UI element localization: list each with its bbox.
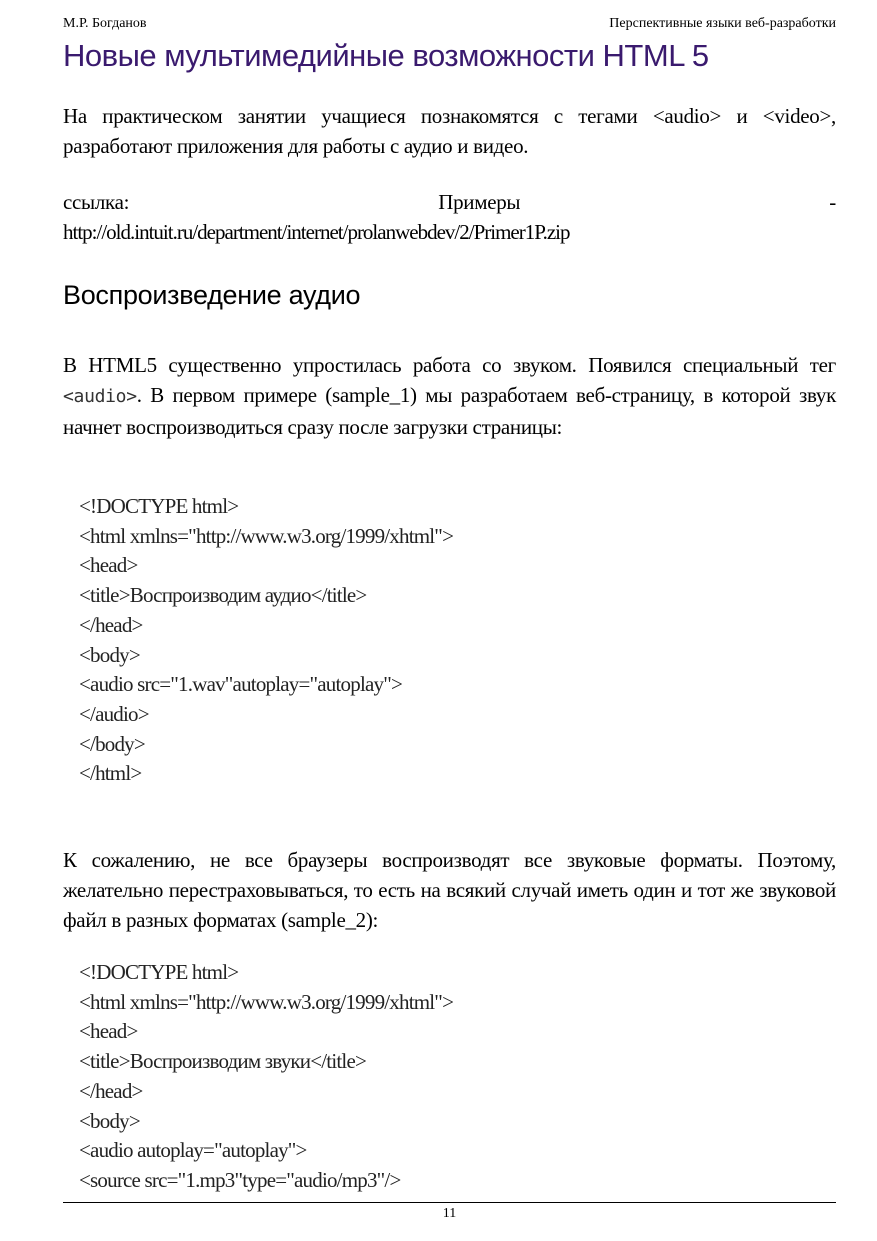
- code-line: </head>: [79, 612, 143, 637]
- code-line: <!DOCTYPE html>: [79, 960, 239, 984]
- code-listing-sample-2: [79, 958, 453, 1196]
- section-title: Воспроизведение аудио: [63, 280, 361, 310]
- code-line: <body>: [79, 1108, 140, 1133]
- footer-rule: [63, 1202, 836, 1203]
- chapter-title: Новые мультимедийные возможности HTML 5: [63, 38, 709, 73]
- code-line: <!DOCTYPE html>: [79, 494, 239, 518]
- link-label: ссылка:: [63, 190, 130, 214]
- code-line: <audio src="1.wav"autoplay="autoplay">: [79, 672, 403, 697]
- code-line: <html xmlns="http://www.w3.org/1999/xhtml">: [79, 989, 454, 1014]
- code-line: <title>Воспроизводим аудио</title>: [79, 583, 367, 608]
- intro-paragraph: На практическом занятии учащиеся познакомятся с тегами <audio> и <video>, разработают приложения для работы с аудио и видео.: [63, 104, 836, 158]
- code-listing-sample-1: [79, 492, 453, 789]
- paragraph-audio-intro: [63, 350, 836, 442]
- code-line: <audio autoplay="autoplay">: [79, 1138, 307, 1163]
- code-line: </audio>: [79, 701, 149, 726]
- link-dash: -: [829, 190, 836, 214]
- code-line: <head>: [79, 1019, 138, 1044]
- code-line: </html>: [79, 761, 142, 786]
- code-line: <source src="1.mp3"type="audio/mp3"/>: [79, 1167, 401, 1192]
- paragraph-audio-intro-text: В HTML5 существенно упростилась работа со звуком. Появился специальный тег: [63, 353, 836, 377]
- page-number: 11: [442, 1206, 457, 1221]
- audio-tag-inline-code: <audio>: [63, 386, 137, 407]
- code-line: <html xmlns="http://www.w3.org/1999/xhtml">: [79, 523, 454, 548]
- link-block: [63, 187, 836, 247]
- code-line: <body>: [79, 642, 140, 667]
- code-line: </body>: [79, 731, 145, 756]
- code-line: <head>: [79, 553, 138, 578]
- header-course-title: Перспективные языки веб-разработки: [609, 16, 836, 31]
- paragraph-formats: К сожалению, не все браузеры воспроизводят все звуковые форматы. Поэтому, желательно перестраховываться, то есть на всякий случай иметь один и тот же звуковой файл в разных форматах (sample_2):: [63, 848, 836, 932]
- code-line: </head>: [79, 1078, 143, 1103]
- link-text: Примеры: [438, 190, 521, 214]
- header-author: М.Р. Богданов: [63, 16, 147, 31]
- link-url[interactable]: http://old.intuit.ru/department/internet/prolanwebdev/2/Primer1P.zip: [63, 220, 570, 244]
- running-header: [63, 16, 836, 32]
- paragraph-audio-intro-text-end: . В первом примере (sample_1) мы разработаем веб-страницу, в которой звук начнет воспроизводиться сразу после загрузки страницы:: [63, 383, 836, 439]
- code-line: <title>Воспроизводим звуки</title>: [79, 1049, 367, 1074]
